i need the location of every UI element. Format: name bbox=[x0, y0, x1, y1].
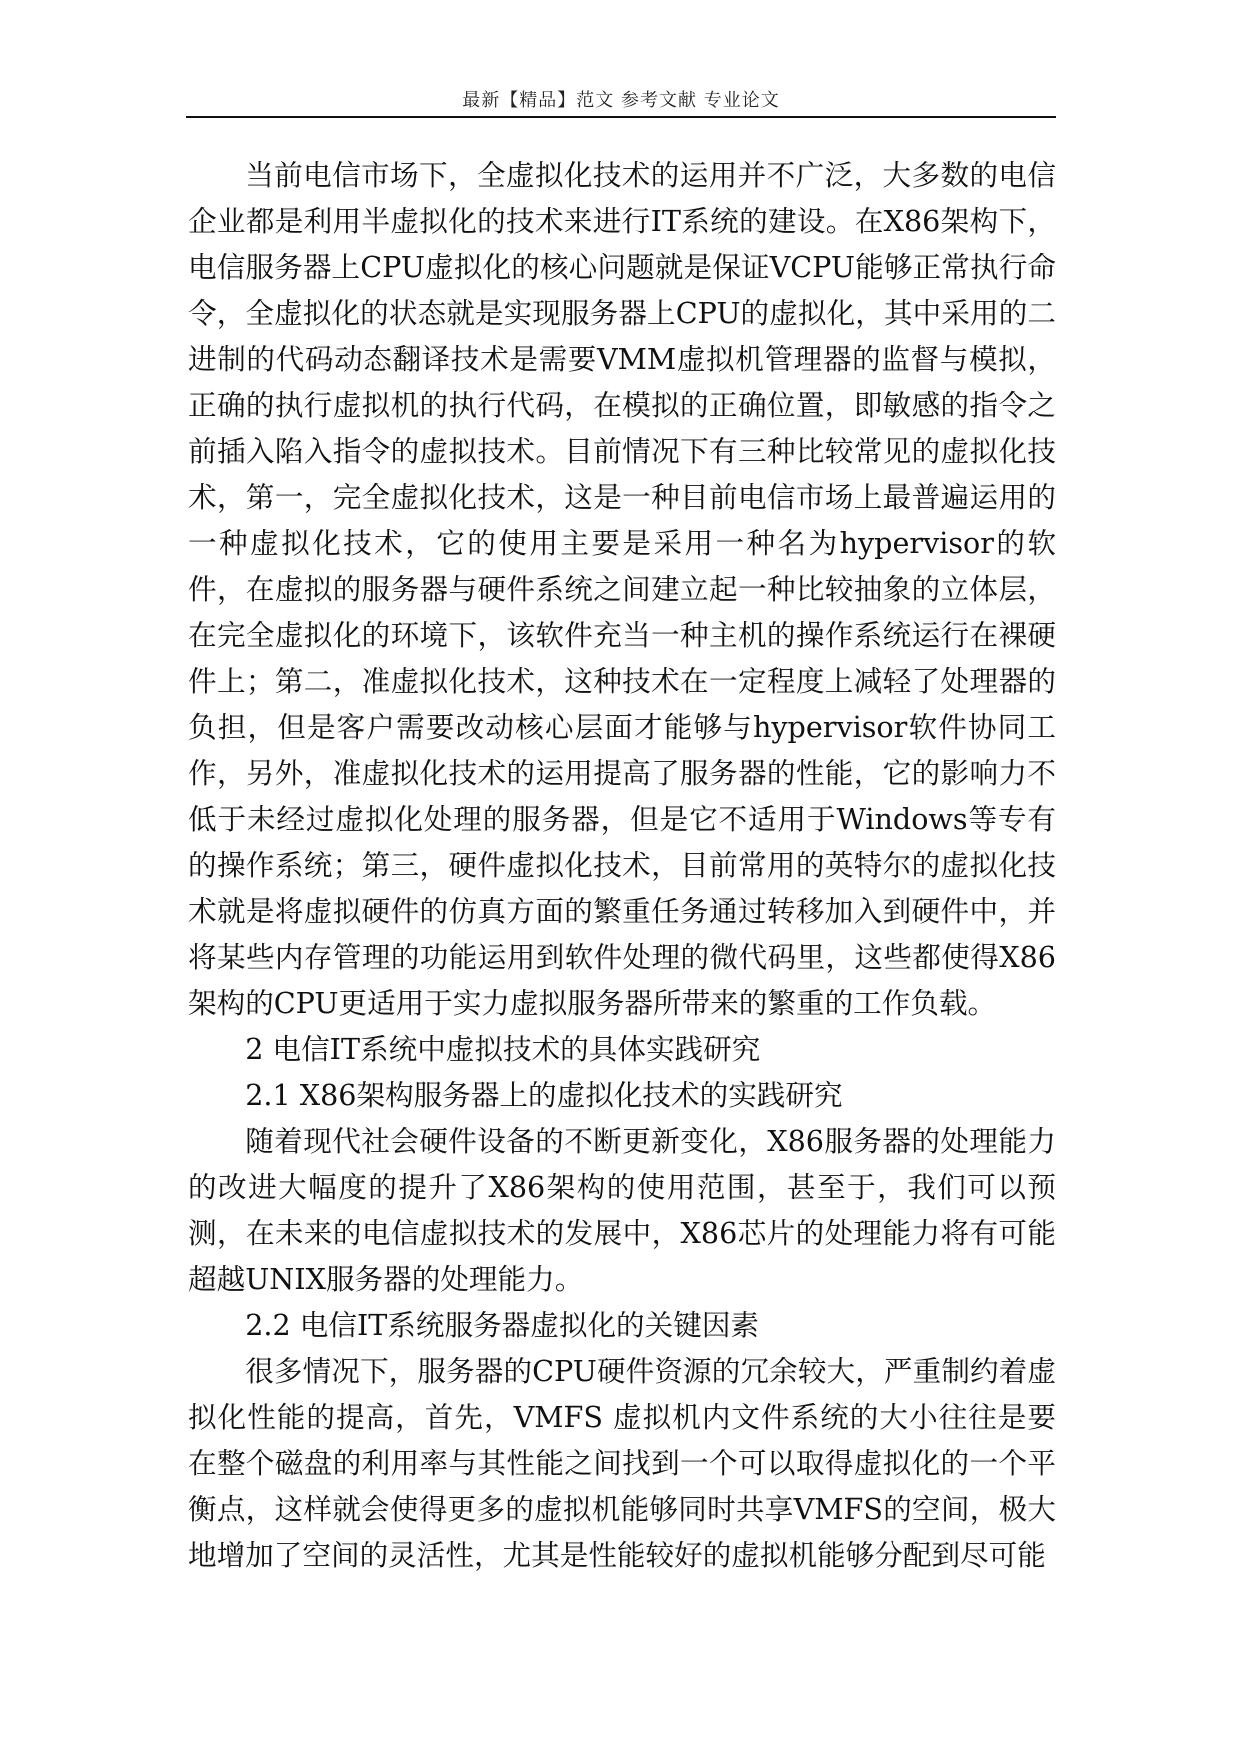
paragraph-x86-servers: 随着现代社会硬件设备的不断更新变化，X86服务器的处理能力的改进大幅度的提升了X86架构的使用范围，甚至于，我们可以预测，在未来的电信虚拟技术的发展中，X86芯片的处理能力将有可能超越UNIX服务器的处理能力。 bbox=[188, 1124, 1056, 1296]
page-header: 最新【精品】范文 参考文献 专业论文 bbox=[462, 90, 780, 111]
paragraph-key-factors: 很多情况下，服务器的CPU硬件资源的冗余较大，严重制约着虚拟化性能的提高，首先，VMFS 虚拟机内文件系统的大小往往是要在整个磁盘的利用率与其性能之间找到一个可以取得虚拟化的一个平衡点，这样就会使得更多的虚拟机能够同时共享VMFS的空间，极大地增加了空间的灵活性，尤其是性能较好的虚拟机能够分配到尽可能 bbox=[188, 1354, 1056, 1572]
header-rule bbox=[186, 116, 1056, 118]
document-body bbox=[188, 152, 1056, 1578]
paragraph-virtualization-overview: 当前电信市场下，全虚拟化技术的运用并不广泛，大多数的电信企业都是利用半虚拟化的技术来进行IT系统的建设。在X86架构下，电信服务器上CPU虚拟化的核心问题就是保证VCPU能够正常执行命令，全虚拟化的状态就是实现服务器上CPU的虚拟化，其中采用的二进制的代码动态翻译技术是需要VMM虚拟机管理器的监督与模拟，正确的执行虚拟机的执行代码，在模拟的正确位置，即敏感的指令之前插入陷入指令的虚拟技术。目前情况下有三种比较常见的虚拟化技术，第一，完全虚拟化技术，这是一种目前电信市场上最普遍运用的一种虚拟化技术，它的使用主要是采用一种名为hypervisor的软件，在虚拟的服务器与硬件系统之间建立起一种比较抽象的立体层，在完全虚拟化的环境下，该软件充当一种主机的操作系统运行在裸硬件上；第二，准虚拟化技术，这种技术在一定程度上减轻了处理器的负担，但是客户需要改动核心层面才能够与hypervisor软件协同工作，另外，准虚拟化技术的运用提高了服务器的性能，它的影响力不低于未经过虚拟化处理的服务器，但是它不适用于Windows等专有的操作系统；第三，硬件虚拟化技术，目前常用的英特尔的虚拟化技术就是将虚拟硬件的仿真方面的繁重任务通过转移加入到硬件中，并将某些内存管理的功能运用到软件处理的微代码里，这些都使得X86架构的CPU更适用于实力虚拟服务器所带来的繁重的工作负载。 bbox=[188, 158, 1056, 1020]
subsection-heading-2-2: 2.2 电信IT系统服务器虚拟化的关键因素 bbox=[245, 1308, 760, 1342]
section-heading-2: 2 电信IT系统中虚拟技术的具体实践研究 bbox=[245, 1032, 761, 1066]
subsection-heading-2-1: 2.1 X86架构服务器上的虚拟化技术的实践研究 bbox=[245, 1078, 843, 1112]
